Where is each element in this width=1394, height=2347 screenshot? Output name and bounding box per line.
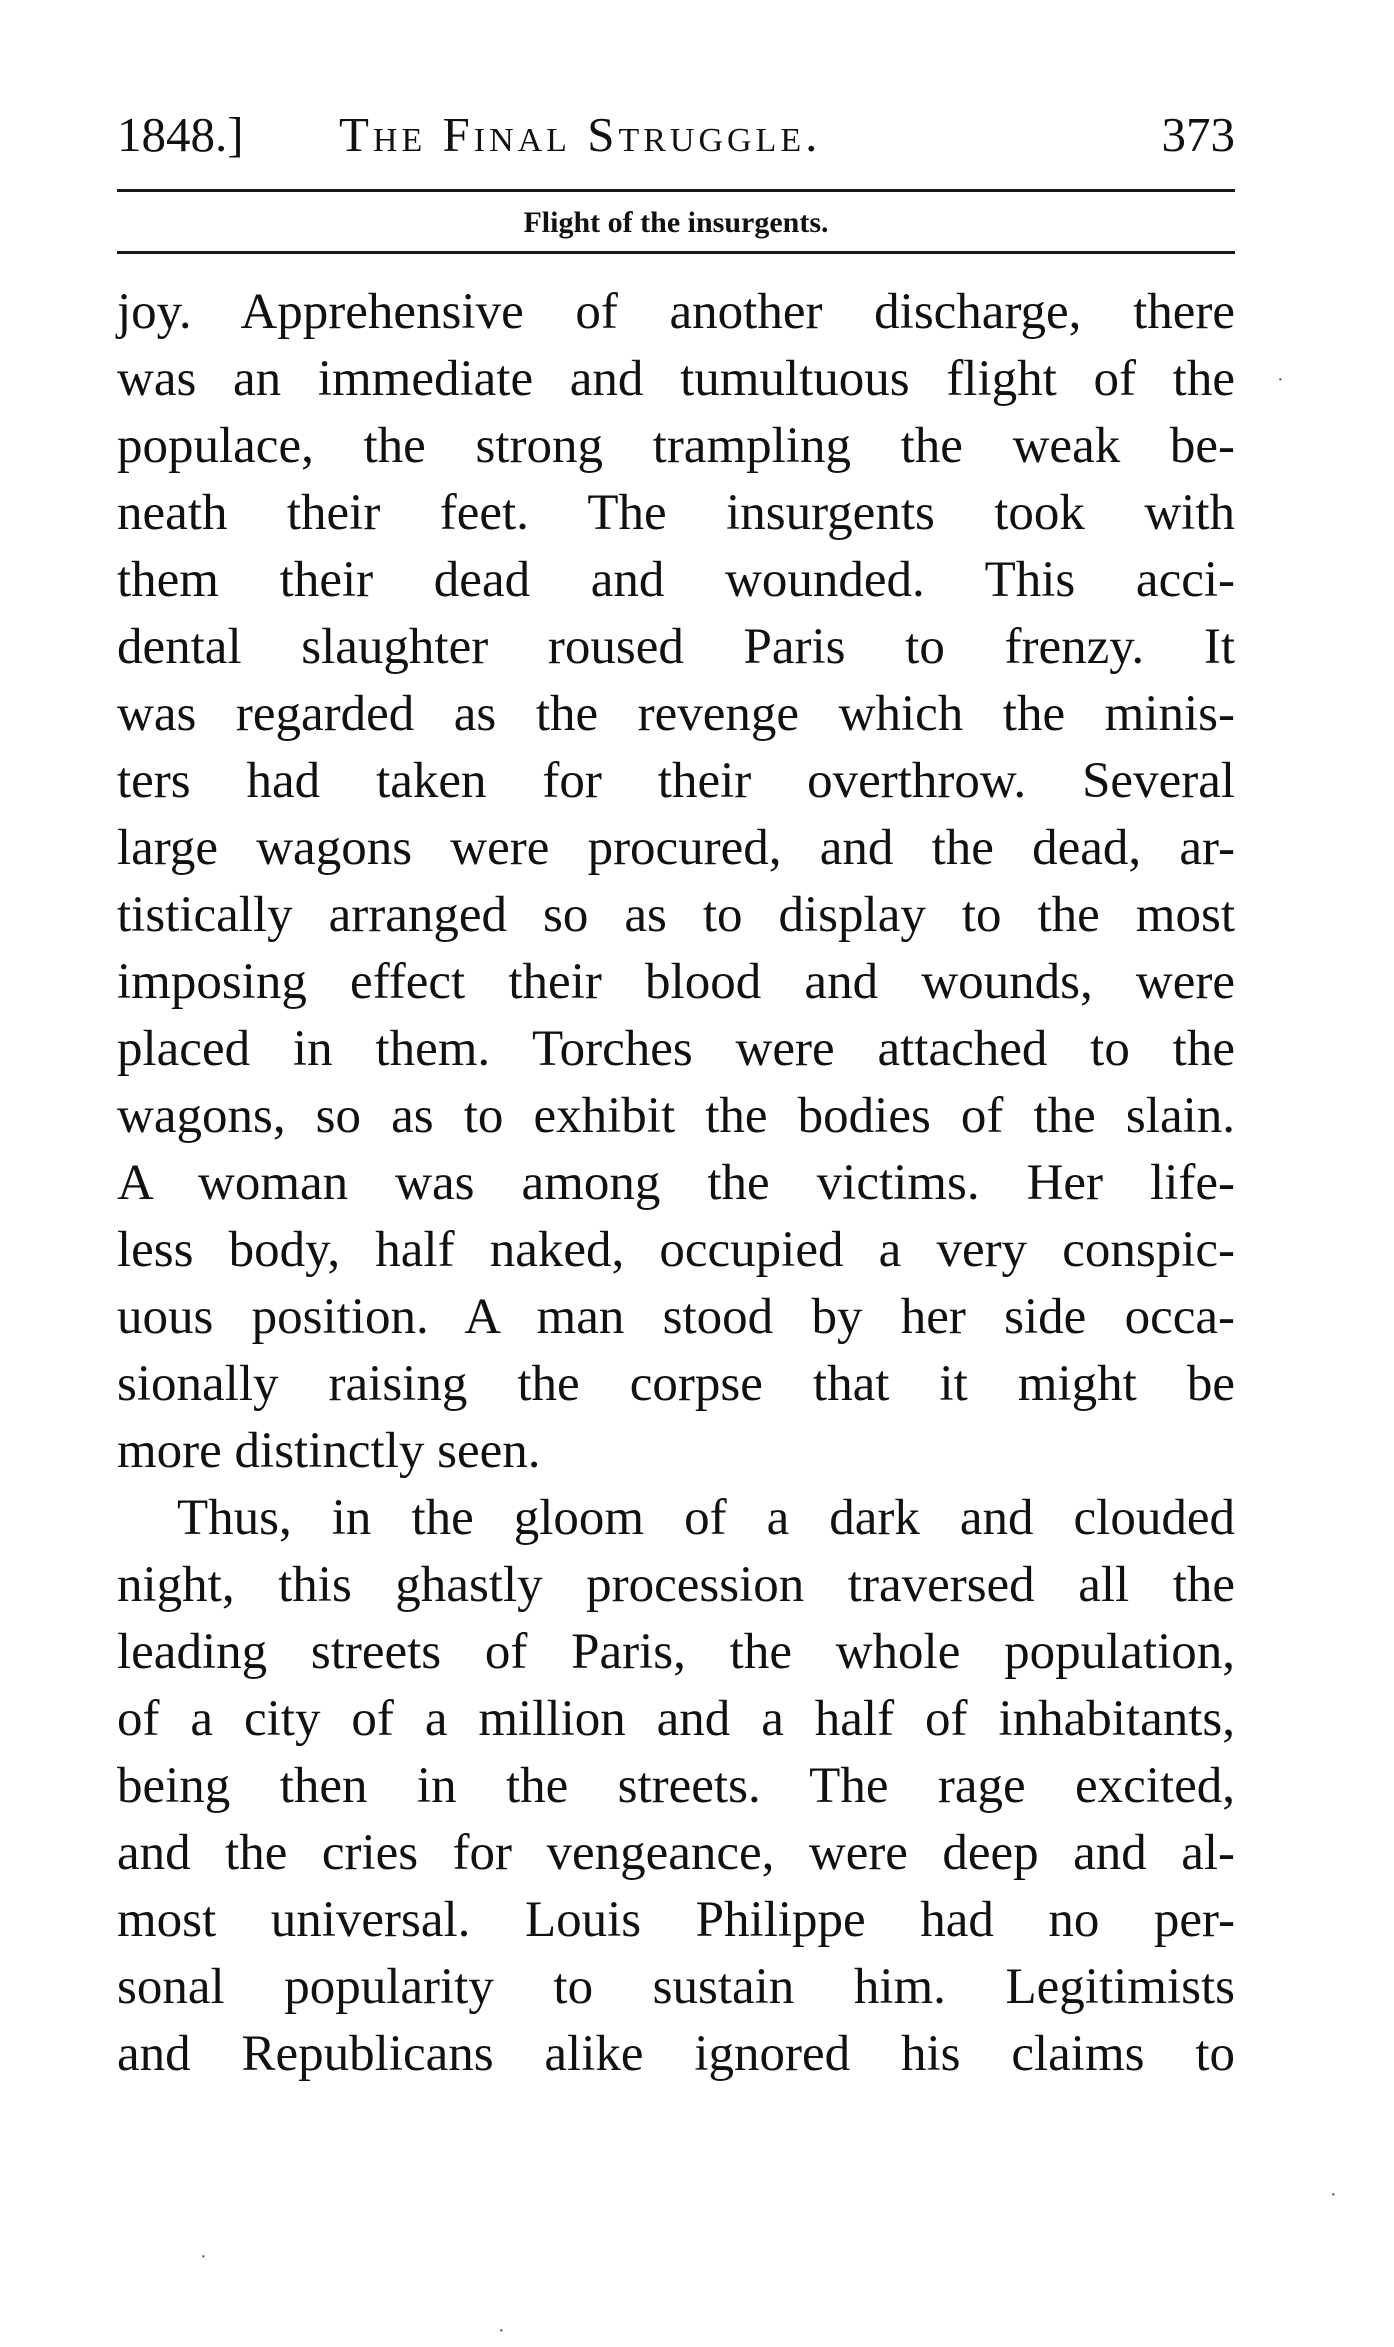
text-line: and Republicans alike ignored his claims to [117, 2026, 1235, 2082]
text-line: being then in the streets. The rage excited, [117, 1758, 1235, 1814]
text-line: night, this ghastly procession traversed all the [117, 1557, 1235, 1613]
text-line: uous position. A man stood by her side occa- [117, 1289, 1235, 1345]
text-line: dental slaughter roused Paris to frenzy. It [117, 619, 1235, 675]
running-head-year: 1848.] [117, 107, 244, 162]
text-line: tistically arranged so as to display to the most [117, 887, 1235, 943]
text-line: neath their feet. The insurgents took with [117, 485, 1235, 541]
text-line: sonal popularity to sustain him. Legitimists [117, 1959, 1235, 2015]
text-line: more distinctly seen. [117, 1423, 541, 1479]
text-line: leading streets of Paris, the whole population, [117, 1624, 1235, 1680]
header-rule-top [117, 189, 1235, 192]
body-text [117, 279, 1235, 2088]
print-speck: · [498, 2320, 505, 2342]
print-speck: · [200, 2246, 207, 2268]
text-line: large wagons were procured, and the dead, ar- [117, 820, 1235, 876]
print-speck: · [1330, 2184, 1337, 2206]
text-line: Thus, in the gloom of a dark and clouded [177, 1490, 1235, 1546]
paragraph-1 [117, 279, 1235, 1485]
running-head [117, 104, 1245, 166]
text-line: populace, the strong trampling the weak be- [117, 418, 1235, 474]
text-line: sionally raising the corpse that it might be [117, 1356, 1235, 1412]
text-line: was an immediate and tumultuous flight of the [117, 351, 1235, 407]
text-line: A woman was among the victims. Her life- [117, 1155, 1235, 1211]
header-rule-bottom [117, 251, 1235, 254]
text-line: less body, half naked, occupied a very conspic- [117, 1222, 1235, 1278]
print-speck: · [1277, 369, 1284, 391]
text-line: placed in them. Torches were attached to the [117, 1021, 1235, 1077]
paragraph-2 [117, 1485, 1235, 2088]
text-line: was regarded as the revenge which the minis- [117, 686, 1235, 742]
text-line: of a city of a million and a half of inhabitants, [117, 1691, 1235, 1747]
page-number: 373 [1161, 107, 1235, 162]
sidenote-heading: Flight of the insurgents. [523, 206, 829, 239]
text-line: them their dead and wounded. This acci- [117, 552, 1235, 608]
text-line: and the cries for vengeance, were deep and al- [117, 1825, 1235, 1881]
text-line: most universal. Louis Philippe had no per- [117, 1892, 1235, 1948]
running-head-title: The Final Struggle. [339, 107, 822, 162]
text-line: joy. Apprehensive of another discharge, there [117, 284, 1235, 340]
text-line: ters had taken for their overthrow. Several [117, 753, 1235, 809]
text-line: wagons, so as to exhibit the bodies of the slain. [117, 1088, 1235, 1144]
text-line: imposing effect their blood and wounds, were [117, 954, 1235, 1010]
